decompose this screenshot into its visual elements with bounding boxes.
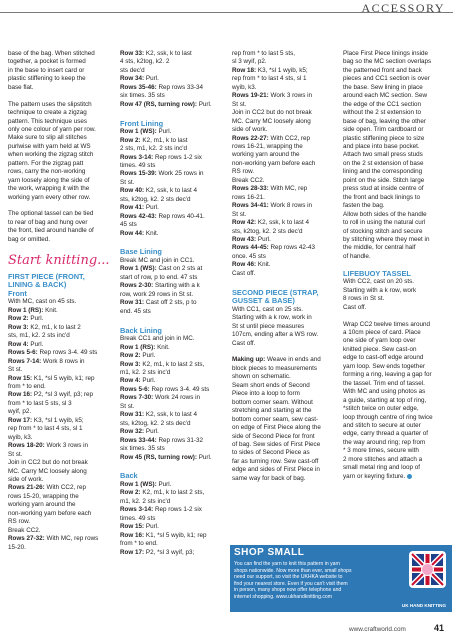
row-label: Row 4: <box>120 377 141 385</box>
row-instruction: With MC, rep rows 16-21. <box>232 185 308 201</box>
pattern-row <box>8 417 110 442</box>
pattern-row <box>8 391 110 416</box>
pattern-row <box>232 109 334 134</box>
row-instruction: K2, ssk, k to last 4 sts, k2tog, k2. 2 sts dec'd <box>120 187 198 203</box>
pattern-row <box>232 270 334 278</box>
pattern-row <box>120 101 222 109</box>
row-label: Row 3: <box>120 360 141 368</box>
pattern-row <box>232 135 334 177</box>
row-label: Row 17: <box>8 416 33 424</box>
pattern-row <box>8 535 110 552</box>
row-instruction: Work 3 rows in St st. <box>232 92 313 108</box>
pattern-row <box>8 459 110 484</box>
intro-paragraph-3: The optional tassel can be tied to rear of bag and hung over the front, tied around handle of bag or omitted. <box>8 210 94 243</box>
back-rows <box>120 481 222 557</box>
pattern-row <box>232 177 334 185</box>
row-label: Row 2: <box>120 489 141 497</box>
row-instruction: Purl. <box>196 100 212 108</box>
pattern-row <box>120 549 222 557</box>
row-instruction: Purl. <box>144 428 159 436</box>
row-instruction: Purl. <box>256 235 271 243</box>
row-instruction: Work 25 rows in St st. <box>120 170 204 186</box>
row-instruction: Purl. <box>196 453 212 461</box>
pattern-row <box>120 282 222 299</box>
row-instruction: Knit. <box>155 343 170 351</box>
row-label: Row 1 (RS): <box>8 306 44 314</box>
second-piece-heading: SECOND PIECE (STRAP, GUSSET & BASE) <box>232 287 319 306</box>
row-instruction: K2, ssk, k to last 4 sts, k2tog, k2. 2 sts dec'd <box>120 411 198 427</box>
row-label: Rows 3-14: <box>120 506 154 514</box>
row-label: Row 3: <box>8 323 29 331</box>
row-instruction: Rep rows 3-4. 49 sts <box>37 349 98 357</box>
pattern-row <box>232 244 334 261</box>
row-instruction: K3, *sl 1 wyib, k5; rep from * to last 4 sts, sl 1 wyib, k3. <box>8 416 84 441</box>
row-instruction: K1, *sl 5 wyib, k1; rep from * to end. <box>120 531 207 548</box>
row-instruction: Rep rows 1-2 six times. 49 sts <box>120 153 202 169</box>
making-up-paragraph <box>232 356 334 483</box>
row-label: Rows 34-41: <box>232 202 269 210</box>
row-instruction: Work 8 rows in St st. <box>232 202 313 218</box>
row-label: Rows 22-27: <box>232 134 269 142</box>
pattern-row <box>120 352 222 360</box>
row-instruction: Knit. <box>43 306 58 314</box>
row-label: Row 45 (RS, turning row): <box>120 453 197 461</box>
first-piece-rows <box>8 298 110 552</box>
pattern-row <box>232 236 334 244</box>
finishing-text: Place First Piece linings inside bag so the MC section overlaps the patterned front and back pieces and CC1 section is over the base. Sew lining in place around each MC section. Sew the edge of the CC1 section without the 2 st extension to base of bag, leaving the other side open. Trim cardboard or plastic stiffening piece to size and place into base pocket. Attach two small press studs on the 2 st extension of base lining and the corresponding point on the side. Stitch large press stud at inside centre of the front and back linings to fasten the bag. Allow both sides of the handle to roll in using the natural curl of stocking stitch and secure by stitching where they meet in the middle, for central half of handle. <box>343 50 432 260</box>
row-instruction: Break CC2. <box>8 526 41 534</box>
pattern-row <box>120 50 222 75</box>
row-instruction: K2, m1, k to last 2 sts, m1, k2. 2 sts inc'd <box>120 489 205 505</box>
row-label: Rows 27-32: <box>8 535 45 543</box>
row-label: Row 41: <box>120 204 145 212</box>
row-label: Row 44: <box>120 229 145 237</box>
row-instruction: Break CC1 and join in MC. <box>120 335 195 343</box>
start-knitting-heading: Start knitting... <box>8 252 110 268</box>
row-instruction: Purl. <box>28 315 44 323</box>
pattern-row <box>120 428 222 436</box>
section-label: ACCESSORY <box>361 1 445 15</box>
wrap-paragraph <box>343 321 447 482</box>
row-instruction: P2, *sl 3 wyif, p3; <box>144 548 195 556</box>
row-label: Row 46: <box>232 261 257 269</box>
row-instruction: K3, *sl 1 wyib, k5; rep from * to last 4 sts, sl 1 wyib, k3. <box>232 66 308 91</box>
row-label: Rows 7-14: <box>8 357 42 365</box>
row-label: Row 2: <box>120 136 141 144</box>
pattern-row <box>120 170 222 187</box>
row-label: Rows 21-26: <box>8 484 45 492</box>
pattern-row <box>120 299 222 316</box>
row-instruction: Purl. <box>140 377 156 385</box>
first-piece-heading: FIRST PIECE (FRONT, LINING & BACK) Front <box>8 271 85 298</box>
logo-caption: UK HAND KNITTING <box>401 603 447 608</box>
row-label: Row 18: <box>232 66 257 74</box>
pattern-row <box>120 335 222 343</box>
row-instruction: Rep rows 42-43 once. 45 sts <box>232 244 315 260</box>
row-label: Row 31: <box>120 299 145 307</box>
pattern-row <box>120 154 222 171</box>
row-label: Row 42: <box>232 219 257 227</box>
pattern-row <box>120 187 222 204</box>
row-instruction: K2, ssk, k to last 4 sts, k2tog, k2. 2 sts dec'd <box>232 219 310 235</box>
row-instruction: With MC, cast on 45 sts. <box>8 298 77 306</box>
row-instruction: Rep rows 3-4. 49 sts <box>149 385 210 393</box>
row-instruction: Rep rows 1-2 six times. 49 sts <box>120 506 202 522</box>
row-instruction: Rep rows 40-41. 45 sts <box>120 212 205 229</box>
shop-small-text: You can find the yarn to knit this pattern in yarn shops nationwide. Now more than ever, small shops need our support, so visit the UKHKA website to find your nearest store. Even if you can't visit them in person, many shops now offer telephone and internet shopping. www.ukhandknitting.com <box>234 561 352 600</box>
end-of-pattern-icon <box>407 474 412 479</box>
pattern-row <box>232 202 334 219</box>
column-4 <box>343 50 447 490</box>
row-instruction: K2, m1, k to last 2 sts, m1, k2. 2 sts inc'd <box>120 136 188 153</box>
row-instruction: Knit. <box>256 261 271 269</box>
pattern-row <box>232 92 334 109</box>
front-lining-rows <box>120 128 222 238</box>
pattern-row <box>8 349 110 357</box>
pattern-row <box>120 75 222 83</box>
pattern-row <box>8 324 110 341</box>
second-piece-text: With CC1, cast on 25 sts. Starting with a k row, work in St st until piece measures 107cm, ending after a WS row. Cast off. <box>232 305 319 347</box>
base-lining-rows <box>120 257 222 316</box>
pattern-row <box>120 377 222 385</box>
row-label: Row 15: <box>120 523 145 531</box>
row-label: Row 43: <box>232 235 257 243</box>
intro-paragraph-2: The pattern uses the slipstitch technique to create a zigzag pattern. This technique uses only one colour of yarn per row. Make sure to slip all stitches purlwise with yarn held at WS when working the zigzag stitch pattern. For the zigzag patt rows, carry the non-working yarn loosely along the side of the work, wrapping it with the working yarn every other row. <box>8 100 96 201</box>
row-label: Row 1 (WS): <box>120 265 157 273</box>
row-label: Rows 44-45: <box>232 244 269 252</box>
row-instruction: Work 8 rows in St st. <box>8 357 85 374</box>
row-label: Row 17: <box>120 548 145 556</box>
pattern-row <box>8 341 110 349</box>
row-instruction: Cast off 2 sts, p to end. 45 sts <box>120 299 197 315</box>
intro-paragraph-1: base of the bag. When stitched together, a pocket is formed in the base to insert card or plastic stiffening to keep the base flat. <box>8 50 95 91</box>
row-label: Row 15: <box>8 374 33 382</box>
row-label: Row 31: <box>120 411 145 419</box>
pattern-row <box>120 394 222 411</box>
pattern-row <box>120 137 222 154</box>
pattern-row <box>232 67 334 92</box>
column-2 <box>120 50 222 557</box>
pattern-row <box>120 265 222 282</box>
pattern-row <box>120 489 222 506</box>
row-label: Rows 5-6: <box>120 385 150 393</box>
pattern-row <box>120 523 222 531</box>
row-instruction: With MC, rep rows 15-20. <box>8 535 99 551</box>
row-instruction: Knit. <box>144 229 159 237</box>
row-instruction: Break CC2. <box>232 176 265 184</box>
row-instruction: Purl. <box>140 352 156 360</box>
pattern-row <box>120 454 222 462</box>
pattern-row <box>8 375 110 392</box>
row-instruction: With CC2, rep rows 15-20, wrapping the working yarn around the non-working yarn before each RS row. <box>8 484 92 526</box>
base-lining-heading: Base Lining <box>120 247 162 257</box>
column-1 <box>8 50 110 552</box>
row-instruction: Rep rows 31-32 six times. 35 sts <box>120 436 203 453</box>
row-label: Rows 35-46: <box>120 83 157 91</box>
row-label: Row 16: <box>120 531 145 539</box>
pattern-row <box>232 219 334 236</box>
shop-small-box <box>230 545 452 612</box>
pattern-row <box>8 442 110 459</box>
row-instruction: Purl. <box>144 523 159 531</box>
pattern-row <box>120 437 222 454</box>
pattern-row <box>8 358 110 375</box>
row-instruction: K2, m1, k to last 2 sts, m1, k2. 2 sts inc'd <box>120 360 205 376</box>
pattern-row <box>8 315 110 323</box>
row-instruction: Work 24 rows in St st. <box>120 394 201 410</box>
row-instruction: Starting with a k row, work 29 rows in St st. <box>120 282 200 298</box>
pattern-row <box>8 298 110 306</box>
row-label: Row 1 (WS): <box>120 128 157 136</box>
row-label: Row 1 (RS): <box>120 343 156 351</box>
column-3 <box>232 50 334 492</box>
row-label: Row 33: <box>120 50 145 57</box>
pattern-row <box>232 185 334 202</box>
row-instruction: Rep rows 33-34 six times. 35 sts <box>120 83 203 100</box>
row-label: Row 4: <box>8 340 29 348</box>
pattern-row <box>120 128 222 136</box>
back-lining-rows <box>120 335 222 462</box>
row-instruction: K1, *sl 5 wyib, k1; rep from * to end. <box>8 374 95 390</box>
row-label: Rows 3-14: <box>120 153 154 161</box>
back-heading: Back <box>120 471 138 481</box>
row-label: Rows 2-30: <box>120 282 154 290</box>
back-lining-heading: Back Lining <box>120 325 162 335</box>
shop-small-title: SHOP SMALL <box>234 547 305 558</box>
pattern-row <box>120 257 222 265</box>
uk-hand-knitting-logo-icon <box>409 551 446 603</box>
row-label: Row 32: <box>120 428 145 436</box>
row-label: Row 1 (WS): <box>120 480 157 488</box>
row-instruction: Break MC and join in CC1. <box>120 257 195 265</box>
row-label: Row 34: <box>120 75 145 83</box>
row-instruction: Purl. <box>28 340 44 348</box>
row-instruction: Purl. <box>156 128 172 136</box>
pattern-row <box>8 307 110 315</box>
making-up-text: Weave in ends and block pieces to measurements shown on schematic. Seam short ends of Second Piece into a loop to form bottom corner seam. Without stretching and starting at the bottom corner seam, sew cast- on edge of First Piece along the side of Second Piece for front of bag. Sew sides of First Piece to sides of Second Piece as far as turning row. Sew cast-off edge and sides of First Piece in same way for back of bag. <box>232 356 321 482</box>
front-rows-continued <box>120 50 222 109</box>
pattern-row <box>232 50 334 67</box>
row-label: Row 2: <box>8 315 29 323</box>
row-label: Rows 5-6: <box>8 349 38 357</box>
row-label: Rows 28-33: <box>232 185 269 193</box>
row-instruction: With CC2, rep rows 16-21, wrapping the working yarn around the non-working yarn before each RS row. <box>232 134 316 176</box>
row-label: Row 40: <box>120 187 145 195</box>
pattern-row <box>120 386 222 394</box>
row-label: Row 16: <box>8 391 33 399</box>
row-instruction: Cast on 2 sts at start of row, p to end. 47 sts <box>120 265 203 281</box>
row-label: Rows 42-43: <box>120 212 157 220</box>
row-instruction: Work 3 rows in St st. <box>8 442 89 458</box>
pattern-row <box>120 344 222 352</box>
page-number: 41 <box>434 623 445 633</box>
footer-url: www.craftworld.com <box>349 626 406 633</box>
row-instruction: P2, *sl 3 wyif, p3; rep from * to last 5 sts, sl 3 wyif, p2. <box>8 391 94 416</box>
wrap-text: Wrap CC2 twelve times around a 10cm piece of card. Place one side of yarn loop over knitted piece. Sew cast-on edge to cast-off edge around yarn loop. Sew ends together forming a ring, leaving a gap for the tassel. Trim end of tassel. With MC and using photos as a guide, starting at top of ring, *stitch twice on outer edge, loop through centre of ring twice and stitch to secure at outer edge, carry thread a quarter of the way around ring; rep from * 3 more times, secure with 2 more stitches and attach a small metal ring and loop of yarn or keyring fixture. <box>343 320 433 480</box>
pattern-row <box>120 481 222 489</box>
row-instruction: Purl. <box>156 480 172 488</box>
row-instruction: Purl. <box>144 75 159 83</box>
front-lining-heading: Front Lining <box>120 118 164 128</box>
pattern-row <box>232 261 334 269</box>
making-up-label: Making up: <box>232 356 266 364</box>
pattern-row <box>120 84 222 101</box>
row-label: Row 2: <box>120 352 141 360</box>
row-label: Row 47 (RS, turning row): <box>120 100 197 108</box>
row-label: Rows 15-39: <box>120 170 157 178</box>
row-instruction: rep from * to last 5 sts, sl 3 wyif, p2. <box>232 50 295 66</box>
pattern-row <box>120 532 222 549</box>
pattern-row <box>8 484 110 526</box>
tassel-heading: LIFEBUOY TASSEL <box>343 268 411 278</box>
row-instruction: K2, m1, k to last 2 sts, m1, k2. 2 sts inc'd <box>8 323 81 340</box>
row-label: Rows 33-44: <box>120 436 157 444</box>
row-instruction: Join in CC2 but do not break MC. Carry MC loosely along side of work. <box>8 459 88 483</box>
row-label: Rows 19-21: <box>232 92 269 100</box>
row-label: Rows 18-20: <box>8 442 45 450</box>
row-instruction: K2, ssk, k to last 4 sts, k2tog, k2. 2 sts dec'd <box>120 50 192 74</box>
row-instruction: Cast off. <box>232 269 256 277</box>
pattern-row <box>120 213 222 230</box>
pattern-row <box>120 230 222 238</box>
pattern-row <box>120 204 222 212</box>
row-label: Rows 7-30: <box>120 394 154 402</box>
tassel-text: With CC2, cast on 20 sts. Starting with a k row, work 8 rows in St st. Cast off. <box>343 278 417 311</box>
pattern-row <box>120 411 222 428</box>
pattern-row <box>8 527 110 535</box>
row-instruction: Purl. <box>144 204 159 212</box>
back-rows-continued <box>232 50 334 278</box>
pattern-row <box>120 361 222 378</box>
pattern-row <box>120 506 222 523</box>
row-instruction: Join in CC2 but do not break MC. Carry MC loosely along side of work. <box>232 109 312 134</box>
